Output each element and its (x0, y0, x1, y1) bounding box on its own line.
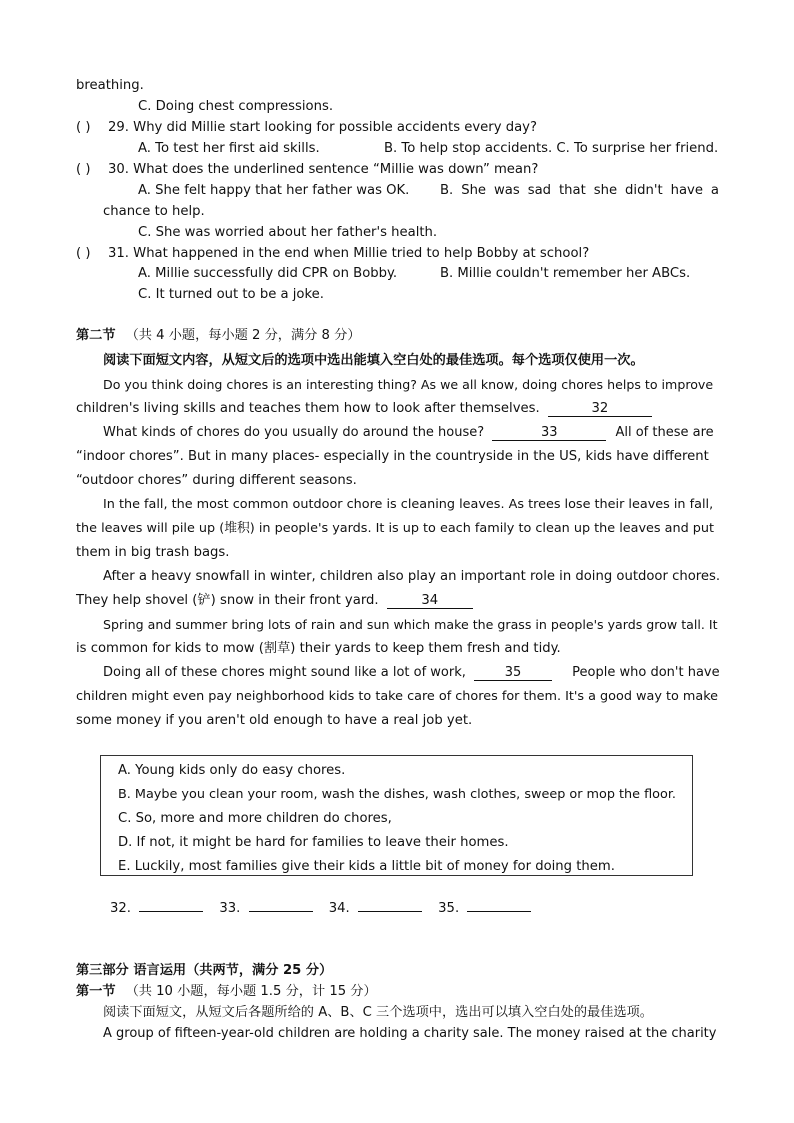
option-a: A. Young kids only do easy chores. (118, 763, 346, 778)
passage-p2-line1 (103, 424, 714, 442)
option-d: D. If not, it might be hard for families to leave their homes. (118, 835, 509, 850)
blank-33[interactable]: 33 (492, 426, 606, 441)
answer-label-35: 35. (438, 901, 460, 916)
q31-option-a: A. Millie successfully did CPR on Bobby. (138, 266, 398, 281)
q29-option-bc: B. To help stop accidents. C. To surprise her friend. (384, 141, 719, 156)
q30-option-c: C. She was worried about her father's health. (138, 225, 438, 240)
q30-option-b-cont: chance to help. (103, 204, 205, 219)
passage-p2-line3: “outdoor chores” during different seasons. (76, 473, 357, 488)
passage-p4-text: They help shovel (铲) snow in their front yard. (76, 593, 379, 608)
q31-option-b: B. Millie couldn't remember her ABCs. (440, 266, 691, 281)
section2-info: （共 4 小题，每小题 2 分，满分 8 分） (125, 328, 361, 343)
q30-option-b (440, 182, 719, 200)
passage-p2-text-b: All of these are (615, 425, 714, 440)
answer-label-34: 34. (328, 901, 350, 916)
section2-instruction: 阅读下面短文内容，从短文后的选项中选出能填入空白处的最佳选项。每个选项仅使用一次。 (103, 353, 644, 368)
q30-answer-paren: ( ) (76, 162, 91, 177)
passage-p6-line1 (103, 664, 720, 682)
section2-label: 第二节 (76, 328, 116, 343)
blank-34[interactable]: 34 (387, 594, 473, 609)
blank-35[interactable]: 35 (474, 666, 552, 681)
option-b: B. Maybe you clean your room, wash the dishes, wash clothes, sweep or mop the floor. (118, 787, 676, 802)
passage-p6-text-b: People who don't have (572, 665, 720, 680)
answer-blank-35[interactable] (467, 911, 531, 912)
passage-p2-line2: “indoor chores”. But in many places- especially in the countryside in the US, kids have different (76, 449, 709, 464)
q28-option-c: C. Doing chest compressions. (138, 99, 334, 114)
passage-p1-line2 (76, 400, 652, 418)
q30-stem: 30. What does the underlined sentence “Millie was down” mean? (108, 162, 539, 177)
option-c: C. So, more and more children do chores, (118, 811, 392, 826)
answer-blank-33[interactable] (249, 911, 313, 912)
passage-p2-text-a: What kinds of chores do you usually do around the house? (103, 425, 485, 440)
part3-title: 第三部分 语言运用（共两节，满分 25 分） (76, 963, 333, 978)
answer-row (110, 900, 531, 918)
passage-p4-line1: After a heavy snowfall in winter, children also play an important role in doing outdoor chores. (103, 569, 721, 584)
q31-answer-paren: ( ) (76, 246, 91, 261)
passage-p5-line2: is common for kids to mow (割草) their yards to keep them fresh and tidy. (76, 641, 561, 656)
passage-p1-text: children's living skills and teaches them how to look after themselves. (76, 401, 540, 416)
q29-option-a: A. To test her first aid skills. (138, 141, 320, 156)
answer-label-32: 32. (110, 901, 131, 916)
passage-p5-line1: Spring and summer bring lots of rain and sun which make the grass in people's yards grow tall. It (103, 617, 718, 632)
option-e: E. Luckily, most families give their kids a little bit of money for doing them. (118, 859, 615, 874)
part3-instruction: 阅读下面短文，从短文后各题所给的 A、B、C 三个选项中，选出可以填入空白处的最佳选项。 (103, 1005, 653, 1020)
q31-stem: 31. What happened in the end when Millie tried to help Bobby at school? (108, 246, 590, 261)
options-box (100, 755, 693, 876)
passage-p3-line3: them in big trash bags. (76, 545, 230, 560)
passage-p1-line1: Do you think doing chores is an interesting thing? As we all know, doing chores helps to improve (103, 377, 714, 392)
answer-label-33: 33. (219, 901, 241, 916)
part3-section1-info: （共 10 小题，每小题 1.5 分，计 15 分） (125, 984, 377, 999)
passage-p4-line2 (76, 592, 473, 610)
part3-passage-line1: A group of fifteen-year-old children are holding a charity sale. The money raised at the charity (103, 1026, 717, 1041)
q28-text-end: breathing. (76, 78, 144, 93)
part3-section1-label: 第一节 (76, 984, 116, 999)
q31-option-c: C. It turned out to be a joke. (138, 287, 324, 302)
passage-p3-line2: the leaves will pile up (堆积) in people's yards. It is up to each family to clean up the leaves and put (76, 521, 715, 536)
q30-option-a: A. She felt happy that her father was OK. (138, 183, 410, 198)
answer-blank-32[interactable] (139, 911, 203, 912)
q30-option-b-part1: B. She was sad that she didn't have a (440, 183, 719, 198)
q29-stem: 29. Why did Millie start looking for possible accidents every day? (108, 120, 537, 135)
passage-p6-text-a: Doing all of these chores might sound like a lot of work, (103, 665, 466, 680)
passage-p3-line1: In the fall, the most common outdoor chore is cleaning leaves. As trees lose their leaves in fall, (103, 497, 714, 512)
q29-answer-paren: ( ) (76, 120, 91, 135)
passage-p6-line2: children might even pay neighborhood kids to take care of chores for them. It's a good way to make (76, 689, 719, 704)
blank-32[interactable]: 32 (548, 402, 652, 417)
part3-section1-header (76, 983, 377, 1001)
section2-header (76, 327, 361, 345)
answer-blank-34[interactable] (358, 911, 422, 912)
passage-p6-line3: some money if you aren't old enough to have a real job yet. (76, 713, 473, 728)
